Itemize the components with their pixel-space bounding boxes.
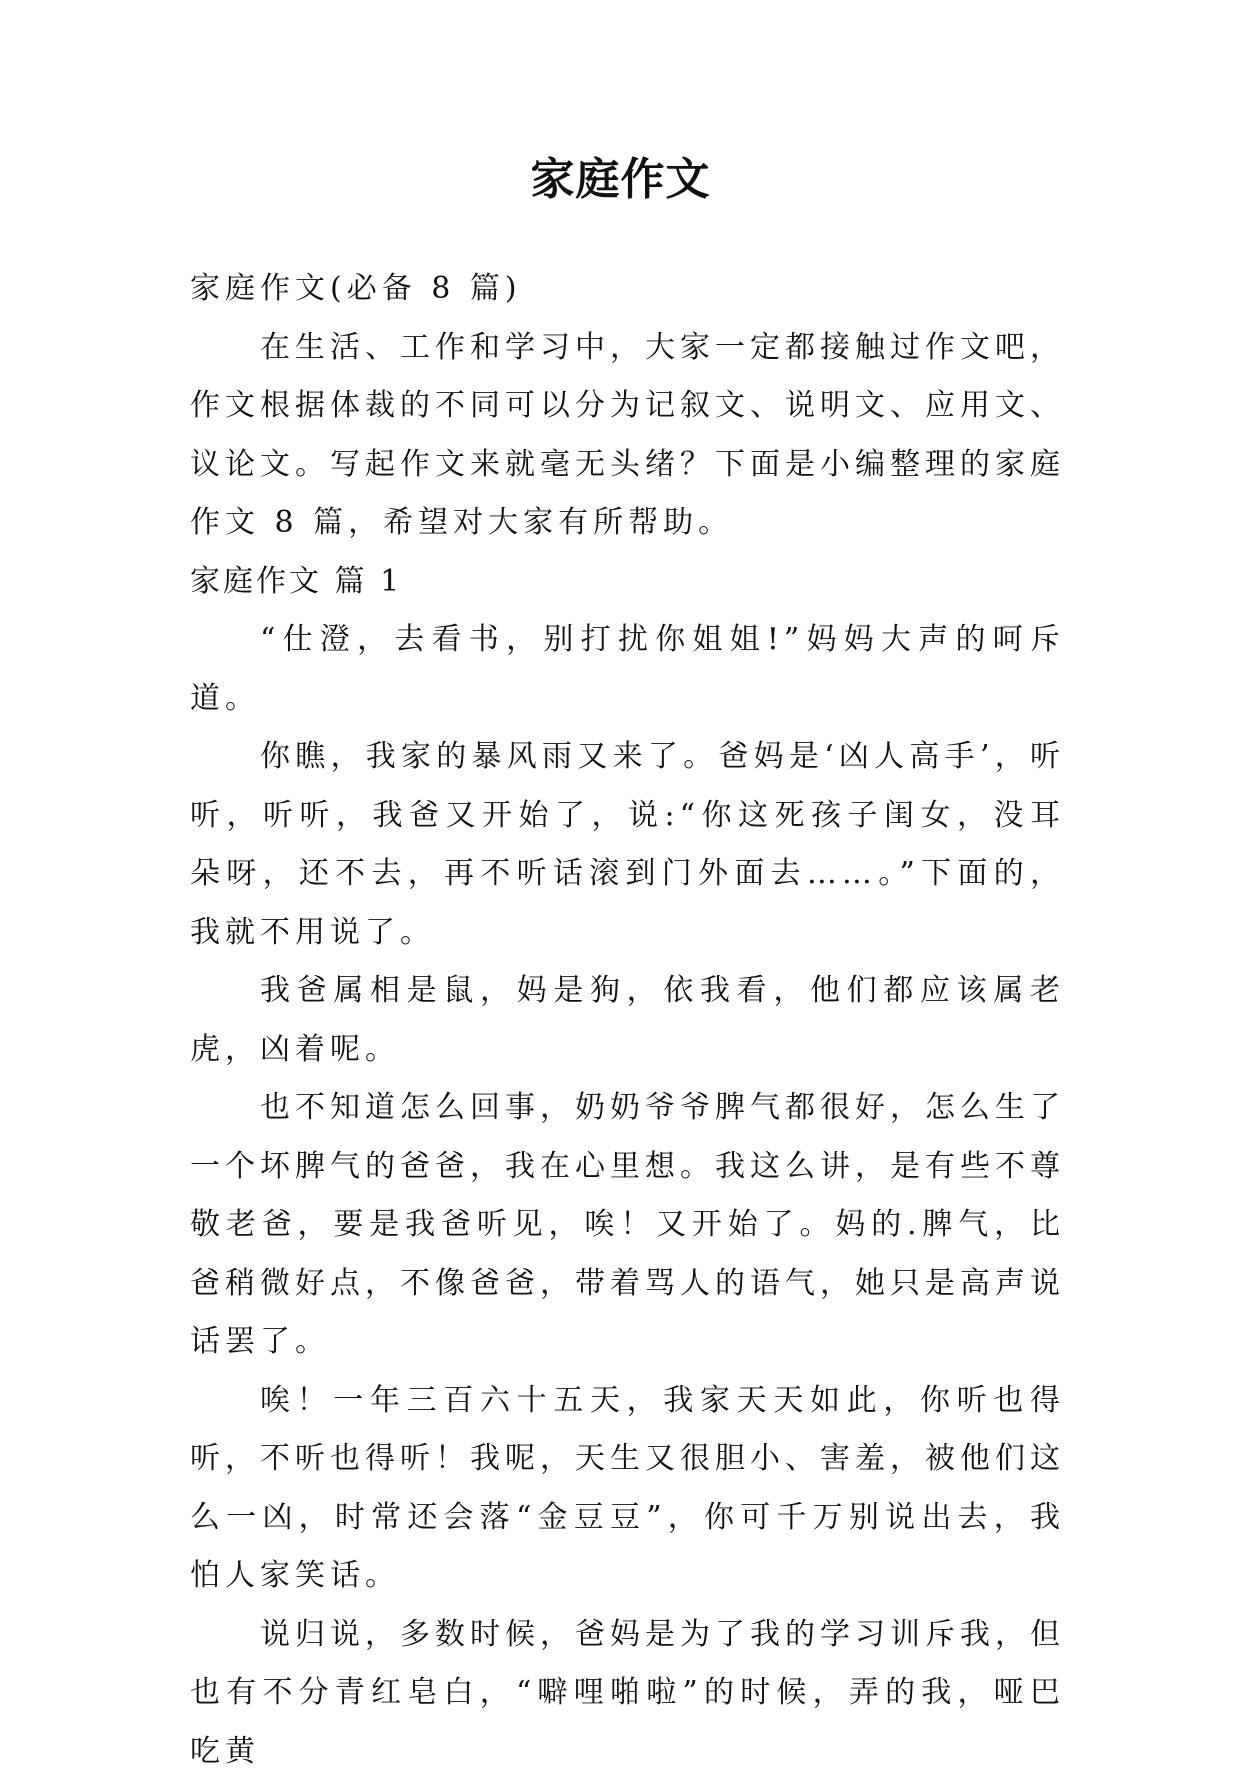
intro-title-line: 家庭作文(必备 8 篇)	[190, 260, 1065, 319]
body-paragraph: 也不知道怎么回事，奶奶爷爷脾气都很好，怎么生了一个坏脾气的爸爸，我在心里想。我这么讲，是有些不尊敬老爸，要是我爸听见，唉！又开始了。妈的.脾气，比爸稍微好点，不像爸爸，带着骂人的语气，她只是高声说话罢了。	[190, 1079, 1065, 1372]
body-paragraph: 说归说，多数时候，爸妈是为了我的学习训斥我，但也有不分青红皂白，“噼哩啪啦”的时候，弄的我，哑巴 吃黄	[190, 1606, 1065, 1781]
body-paragraph: 你瞧，我家的暴风雨又来了。爸妈是‘凶人高手’，听听，听听，我爸又开始了，说:“你这死孩子闺女，没耳朵呀，还不去，再不听话滚到门外面去……。”下面的，我就不用说了。	[190, 728, 1065, 962]
body-paragraph: “仕澄，去看书，别打扰你姐姐!”妈妈大声的呵斥道。	[190, 611, 1065, 728]
body-paragraph: 我爸属相是鼠，妈是狗，依我看，他们都应该属老虎，凶着呢。	[190, 962, 1065, 1079]
section-heading: 家庭作文 篇 1	[190, 553, 1065, 612]
document-body	[190, 260, 1065, 1781]
document-title: 家庭作文	[0, 150, 1241, 210]
body-paragraph: 唉！一年三百六十五天，我家天天如此，你听也得听，不听也得听！我呢，天生又很胆小、害羞，被他们这么一凶，时常还会落“金豆豆”，你可千万别说出去，我怕人家笑话。	[190, 1372, 1065, 1606]
intro-paragraph: 在生活、工作和学习中，大家一定都接触过作文吧，作文根据体裁的不同可以分为记叙文、说明文、应用文、议论文。写起作文来就毫无头绪？下面是小编整理的家庭作文 8 篇，希望对大家有所帮助。	[190, 319, 1065, 553]
